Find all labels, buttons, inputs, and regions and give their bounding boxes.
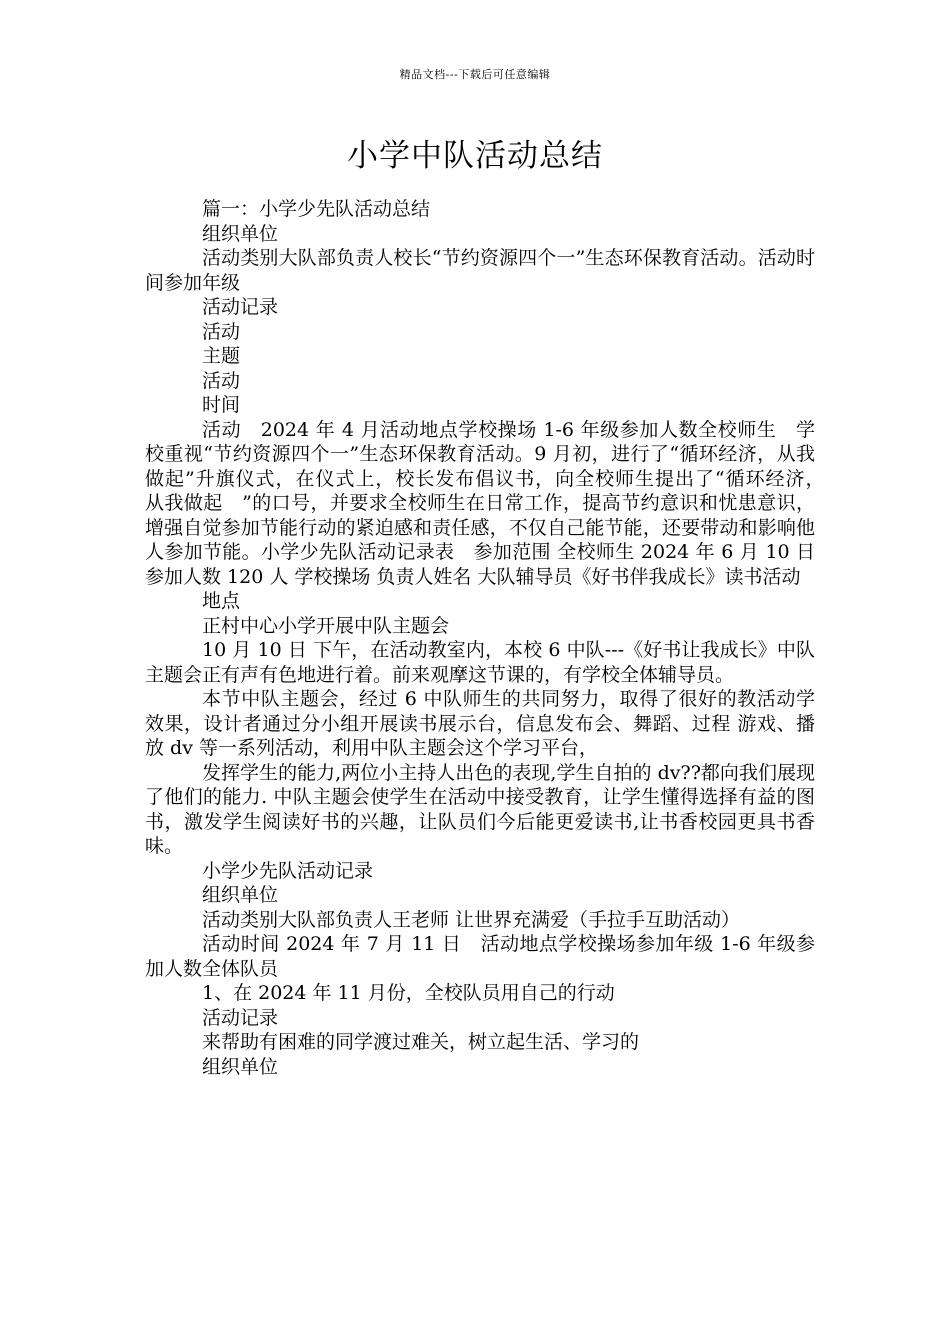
- paragraph-section-heading: 篇一：小学少先队活动总结: [202, 198, 431, 220]
- paragraph-energy-saving: 活动 2024 年 4 月活动地点学校操场 1-6 年级参加人数全校师生 学校重视“节约资源四个一”生态环保教育活动。9 月初，进行了“循环经济，从我做起”升旗仪式，在仪式上，校长发布倡议书，向全校师生提出了“循环经济， 从我做起 ”的口号，并要求全校师生在日常工作，提高节约意识和忧患意识，增强自觉参加节能行动的紧迫感和责任感，不仅自己能节能，还要带动和影响他人参加节能。小学少先队活动记录表 参加范围 全校师生 2024 年 6 月 10 日 参加人数 120 人 学校操场 负责人姓名 大队辅导员《好书伴我成长》读书活动: [145, 418, 835, 588]
- paragraph-student-ability: 发挥学生的能力,两位小主持人出色的表现,学生自拍的 dv??都向我们展现了他们的能力. 中队主题会使学生在活动中接受教育，让学生懂得选择有益的图书，激发学生阅读好书的兴趣，让队员们今后能更爱读书,让书香校园更具书香味。: [145, 761, 815, 857]
- paragraph-november: 1、在 2024 年 11 月份，全校队员用自己的行动: [202, 982, 615, 1004]
- paragraph-activity-category: 活动类别大队部负责人校长“节约资源四个一”生态环保教育活动。活动时间参加年级: [145, 247, 815, 294]
- paragraph-label-theme: 主题: [202, 345, 241, 367]
- paragraph-help-classmates: 来帮助有困难的同学渡过难关，树立起生活、学习的: [202, 1031, 640, 1053]
- paragraph-category-love: 活动类别大队部负责人王老师 让世界充满爱（手拉手互助活动）: [202, 908, 741, 931]
- header-note: 精品文档---下载后可任意编辑: [399, 68, 551, 81]
- paragraph-activity-record: 活动记录: [202, 296, 279, 318]
- paragraph-theme-meeting: 正村中心小学开展中队主题会: [202, 614, 450, 637]
- paragraph-org-unit-2: 组织单位: [202, 884, 279, 906]
- paragraph-label-activity: 活动: [202, 320, 241, 343]
- document-body: [145, 197, 835, 1079]
- paragraph-record-heading: 小学少先队活动记录: [202, 859, 374, 882]
- paragraph-org-unit: 组织单位: [202, 222, 279, 245]
- paragraph-label-location: 地点: [202, 590, 241, 612]
- document-title: 小学中队活动总结: [347, 138, 603, 174]
- paragraph-label-activity-2: 活动: [202, 369, 241, 392]
- paragraph-label-time: 时间: [202, 394, 241, 416]
- paragraph-oct-10: 10 月 10 日 下午，在活动教室内，本校 6 中队---《好书让我成长》中队主题会正有声有色地进行着。前来观摩这节课的，有学校全体辅导员。: [145, 639, 815, 686]
- paragraph-activity-time: 活动时间 2024 年 7 月 11 日 活动地点学校操场参加年级 1-6 年级参加人数全体队员: [145, 933, 815, 980]
- paragraph-activity-record-2: 活动记录: [202, 1006, 279, 1029]
- paragraph-meeting-effect: 本节中队主题会，经过 6 中队师生的共同努力，取得了很好的教活动学效果，设计者通过分小组开展读书展示台，信息发布会、舞蹈、过程 游戏、播放 dv 等一系列活动，利用中队主题会这个学习平台，: [145, 688, 815, 759]
- paragraph-org-unit-3: 组织单位: [202, 1055, 279, 1078]
